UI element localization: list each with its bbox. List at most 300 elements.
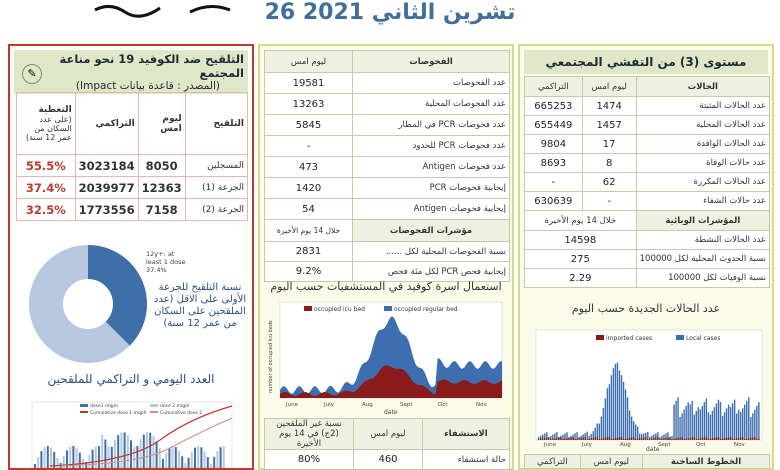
imported-cases-bar [696,439,697,440]
imported-cases-bar [586,439,587,440]
row-coverage: 55.5% [17,155,76,177]
cases-row-cum: 630639 [525,192,583,211]
row-label: الجرعة (1) [185,177,247,199]
imported-cases-bar [544,438,545,440]
first-dose-donut-chart [28,244,148,364]
local-cases-bar [619,371,620,440]
imported-cases-bar [621,437,622,440]
vaccination-bar [184,463,186,468]
new-cases-chart [526,326,766,452]
local-cases-bar [679,417,680,440]
imported-cases-bar [732,439,733,440]
vaccination-bar [111,447,113,468]
hotlines-table [524,454,770,469]
imported-cases-bar [637,439,638,440]
imported-cases-bar [566,438,567,440]
cases-month-tick: Nov [734,442,745,448]
imported-cases-bar [558,437,559,440]
imported-cases-bar [663,438,664,440]
imported-cases-bar [702,438,703,440]
imported-cases-bar [661,439,662,440]
imported-cases-bar [728,437,729,440]
local-cases-bar [631,417,632,440]
row-label: الجرعة (2) [185,199,247,221]
imported-cases-bar [681,437,682,440]
table-row [265,178,510,199]
imported-cases-bar [655,437,656,440]
imported-cases-bar [556,438,557,440]
local-cases-bar [738,410,739,440]
imported-cases-bar [722,439,723,440]
legend-cum2: Cumulative dose 2 [160,411,203,416]
local-cases-bar [635,425,636,440]
table-row [525,250,770,269]
table-row [265,262,510,282]
vaccination-bar [44,447,46,468]
tests-indicator-value: 9.2% [265,262,353,282]
cases-row-day: - [582,192,636,211]
new-cases-x-label: date [646,446,660,452]
local-cases-bar [683,410,684,440]
vaccination-bar [136,446,138,468]
vaccination-bar [178,450,180,468]
imported-cases-bar [582,437,583,440]
imported-cases-bar [712,438,713,440]
imported-cases-bar [570,437,571,440]
table-row [525,135,770,154]
imported-cases-bar [710,439,711,440]
imported-cases-bar [605,438,606,440]
cases-month-tick: Sept [658,442,671,448]
imported-cases-bar [540,439,541,440]
tests-indicator-value: 2831 [265,242,353,262]
beds-month-tick: Sept [400,402,413,408]
imported-cases-bar [554,438,555,440]
cases-indicator-value: 275 [525,250,637,269]
cases-row-day: 8 [582,154,636,173]
legend-local: Local cases [686,335,721,342]
vaccination-bar [197,446,199,468]
imported-cases-bar [740,437,741,440]
table-row [265,115,510,136]
cases-row-cum: 9804 [525,135,583,154]
imported-cases-bar [685,439,686,440]
imported-cases-bar [562,439,563,440]
local-cases-bar [734,400,735,440]
beds-month-tick: Aug [362,402,373,408]
row-cumulative: 1773556 [75,199,138,221]
vaccination-bar [124,432,126,468]
cases-indicator-label: نسبة الوفيات لكل 100000 [636,269,769,288]
row-day: 7158 [138,199,185,221]
legend-dose2: dose 2 mqph [160,404,190,409]
imported-cases-bar [639,438,640,440]
row-day: 12363 [138,177,185,199]
table-row [525,97,770,116]
local-cases-bar [716,403,717,440]
imported-cases-bar [744,439,745,440]
imported-cases-bar [718,437,719,440]
imported-cases-bar [546,437,547,440]
cases-indicator-label: نسبة الحدوث المحلية لكل 100000 [636,250,769,269]
beds-y-label: number of occupied Icu beds [268,320,274,393]
local-cases-bar [724,412,725,440]
cases-row-label: عدد الحالات المكررة [636,173,769,192]
col-cumulative: التراكمي [75,93,138,155]
local-cases-bar [744,405,745,440]
legend-cum1: Cumulative dose 1 mqph [90,411,147,416]
vaccination-bar [47,446,49,468]
col-hospitalization: الاستشفاء [423,419,510,450]
imported-cases-bar [623,439,624,440]
vaccination-bar [50,448,52,468]
col-hotlines: الخطوط الساخنة [643,455,770,469]
local-cases-bar [690,405,691,441]
local-cases-bar [756,406,757,440]
local-cases-bar [758,402,759,440]
imported-cases-bar [659,439,660,440]
local-cases-bar [736,413,737,440]
tests-row-label: عدد فحوصات Antigen [353,157,510,178]
legend-swatch-cum2 [150,411,158,413]
col-hotlines-cum: التراكمي [525,455,581,469]
cases-row-label: عدد الحالات المحلية [636,116,769,135]
table-row [525,154,770,173]
local-cases-bar [623,382,624,440]
local-cases-bar [692,401,693,440]
local-cases-bar [714,407,715,440]
row-day: 8050 [138,155,185,177]
local-cases-bar [681,413,682,440]
cases-indicator-value: 14598 [525,231,637,250]
local-cases-bar [675,401,676,440]
imported-cases-bar [584,437,585,440]
imported-cases-bar [647,439,648,440]
vaccination-bar [37,457,39,468]
local-cases-bar [617,363,618,440]
local-cases-bar [687,402,688,440]
tests-row-value: - [265,136,353,157]
imported-cases-bar [671,439,672,440]
col-vaccination: التلقيح [185,93,247,155]
vaccination-bar [168,448,170,468]
table-row [265,94,510,115]
cases-row-cum: 8693 [525,154,583,173]
vaccination-bar [117,435,119,468]
imported-cases-bar [631,437,632,440]
legend-swatch-dose1 [80,404,88,407]
vaccination-bar [95,447,97,468]
imported-cases-bar [589,439,590,440]
vaccination-bar [108,446,110,468]
imported-cases-bar [758,439,759,440]
imported-cases-bar [572,437,573,440]
imported-cases-bar [574,439,575,440]
local-cases-bar [627,397,628,440]
local-cases-bar [754,410,755,440]
vaccination-bar [210,464,212,468]
row-cumulative: 2039977 [75,177,138,199]
imported-cases-bar [564,439,565,440]
vaccination-bar [92,450,94,468]
imported-cases-bar [748,438,749,440]
col-tests-day: ليوم امس [265,51,353,73]
imported-cases-bar [627,438,628,440]
col-hosp-unvaccinated: نسبة غير الملقحين (2ج) في 14 يوم الأخيرة [265,419,354,450]
vaccination-bar [146,432,148,468]
table-row [265,73,510,94]
beds-month-tick: Oct [438,402,448,408]
imported-cases-bar [673,439,674,440]
vaccination-bar [216,451,218,468]
col-tests: الفحوصات [353,51,510,73]
col-cases-cum: التراكمي [525,77,583,97]
local-cases-bar [611,375,612,440]
local-cases-bar [740,412,741,440]
imported-cases-bar [560,437,561,440]
local-cases-bar [629,410,630,440]
local-cases-bar [728,405,729,440]
vaccination-bar [194,448,196,468]
tests-row-value: 13263 [265,94,353,115]
local-cases-bar [586,432,587,440]
table-row [525,269,770,288]
beds-x-label: date [384,409,398,416]
local-cases-bar [742,408,743,440]
vaccination-bar [181,456,183,468]
imported-cases-bar [578,438,579,440]
imported-cases-bar [756,439,757,440]
local-cases-bar [720,402,721,440]
tests-row-label: إيجابية فحوصات PCR [353,178,510,199]
tests-panel [258,44,514,470]
local-cases-bar [615,364,616,440]
tests-row-value: 5845 [265,115,353,136]
beds-chart [264,298,508,416]
imported-cases-bar [692,437,693,440]
imported-cases-bar [601,439,602,440]
vaccination-bar [204,451,206,468]
cases-panel [518,44,774,470]
vaccination-title [14,50,248,94]
vaccination-panel [8,44,254,470]
imported-cases-bar [724,438,725,440]
vaccination-bar [133,447,135,468]
cases-row-cum: - [525,173,583,192]
imported-cases-bar [716,437,717,440]
vaccination-bar [172,446,174,468]
local-cases-bar [607,388,608,440]
imported-cases-bar [576,439,577,440]
cases-row-day: 17 [582,135,636,154]
local-cases-bar [698,407,699,440]
row-label: المسجلين [185,155,247,177]
vaccination-bar [88,455,90,468]
legend-regular: occupied regular bed [394,306,458,313]
tests-indicator-label: إيجابية فحص PCR لكل مئة فحص [353,262,510,282]
imported-cases-bar [679,437,680,440]
daily-vaccination-chart [20,396,246,468]
vaccination-bar [114,440,116,468]
imported-cases-bar [683,439,684,440]
table-row [525,173,770,192]
imported-cases-bar [754,437,755,440]
cases-row-day: 1474 [582,97,636,116]
imported-cases-bar [629,438,630,440]
vaccination-bar [40,451,42,468]
imported-cases-bar [730,437,731,440]
local-cases-bar [603,408,604,440]
imported-cases-bar [580,438,581,440]
cases-title: مستوى (3) من التفشي المجتمعي [524,50,768,74]
local-cases-bar [732,403,733,440]
vaccination-bar [188,458,190,468]
table-row [17,199,248,221]
col-coverage-title: التغطية [38,105,72,115]
local-cases-bar [706,398,707,440]
local-cases-bar [613,368,614,440]
cases-row-day: 62 [582,173,636,192]
local-cases-bar [718,400,719,440]
imported-cases-bar [591,438,592,440]
imported-cases-bar [607,437,608,440]
beds-month-tick: June [286,402,298,408]
cases-month-tick: June [544,442,556,448]
row-coverage: 37.4% [17,177,76,199]
imported-cases-bar [645,437,646,440]
vaccination-title-line1: التلقيح ضد الكوفيد 19 نحو مناعة المجتمع [59,52,244,80]
imported-cases-bar [595,437,596,440]
tests-indicators-period: خلال 14 يوم الأخيرة [265,220,353,242]
hosp-day: 460 [354,450,423,470]
cases-row-label: عدد الحالات الوافدة [636,135,769,154]
imported-cases-bar [593,438,594,440]
col-cases-day: ليوم امس [582,77,636,97]
imported-cases-bar [568,438,569,440]
cases-indicator-label: عدد الحالات النشطة [636,231,769,250]
imported-cases-bar [704,437,705,440]
cases-indicator-value: 2.29 [525,269,637,288]
vaccination-bar [175,447,177,468]
legend-swatch-cum1 [80,411,88,413]
imported-cases-bar [746,439,747,440]
imported-cases-bar [736,438,737,440]
legend-dose1: dose1 mqph [90,404,118,409]
col-hosp-day: ليوم امس [354,419,423,450]
cases-row-day: 1457 [582,116,636,135]
cases-month-tick: Oct [696,442,706,448]
imported-cases-bar [625,439,626,440]
imported-cases-bar [603,438,604,440]
table-row [17,177,248,199]
vaccination-bar [156,441,158,468]
imported-cases-bar [675,438,676,440]
imported-cases-bar [667,437,668,440]
legend-imported: imported cases [606,335,653,342]
imported-cases-bar [548,437,549,440]
vaccination-bar [140,439,142,468]
imported-cases-bar [542,438,543,440]
imported-cases-bar [657,437,658,440]
local-cases-bar [722,416,723,440]
hospitalization-table [264,418,510,470]
legend-swatch-dose2 [150,404,158,407]
table-row [265,450,510,470]
table-row [525,192,770,211]
imported-cases-bar [687,438,688,440]
imported-cases-bar [738,438,739,440]
vaccination-bar [220,447,222,468]
local-cases-bar [730,407,731,440]
vaccination-bar [149,433,151,468]
vaccination-bar [143,435,145,468]
vaccination-bar [34,464,36,468]
tests-row-value: 1420 [265,178,353,199]
imported-cases-bar [677,438,678,440]
local-cases-bar [609,384,610,440]
legend-swatch-local [676,335,684,340]
local-cases-bar [704,402,705,440]
vaccination-bar [56,458,58,468]
cases-month-tick: Aug [620,442,631,448]
imported-cases-bar [690,438,691,440]
table-row [265,199,510,220]
imported-cases-bar [633,437,634,440]
imported-cases-bar [734,439,735,440]
tests-row-value: 54 [265,199,353,220]
local-cases-bar [637,427,638,440]
beds-month-tick: Nov [476,402,487,408]
legend-icu: occupied icu bed [314,306,365,313]
col-coverage [17,93,76,155]
imported-cases-bar [643,437,644,440]
syringe-icon: ✎ [22,64,42,84]
cases-table [524,76,770,288]
daily-vaccination-chart-title: العدد اليومي و التراكمي للملقحين [47,372,215,386]
vaccination-bar [162,459,164,468]
table-row [265,242,510,262]
local-cases-bar [710,415,711,441]
tests-row-value: 473 [265,157,353,178]
imported-cases-bar [538,439,539,440]
col-day: ليوم امس [138,93,185,155]
imported-cases-bar [597,437,598,440]
local-cases-bar [712,411,713,440]
tests-indicators-header: مؤشرات الفحوصات [353,220,510,242]
imported-cases-bar [694,437,695,440]
imported-cases-bar [635,439,636,440]
local-cases-bar [601,417,602,440]
local-cases-bar [702,406,703,440]
local-cases-bar [750,417,751,440]
col-cases: الحالات [636,77,769,97]
vaccination-bar [200,447,202,468]
donut-caption: نسبة التلقيح للجرعة الأولى على الاقل (عدد الملقحين على السكان من عمر 12 سنة) [153,282,247,329]
imported-cases-bar [651,438,652,440]
imported-cases-bar [619,437,620,440]
vaccination-bar [207,457,209,468]
table-row [525,231,770,250]
imported-cases-bar [615,438,616,440]
row-cumulative: 3023184 [75,155,138,177]
table-row [17,155,248,177]
beds-month-tick: July [324,402,334,408]
table-row [265,157,510,178]
imported-cases-bar [653,438,654,440]
imported-cases-bar [708,439,709,440]
cases-indicators-period: خلال 14 يوم الأخيرة [525,211,637,231]
legend-swatch-imported [596,335,604,340]
